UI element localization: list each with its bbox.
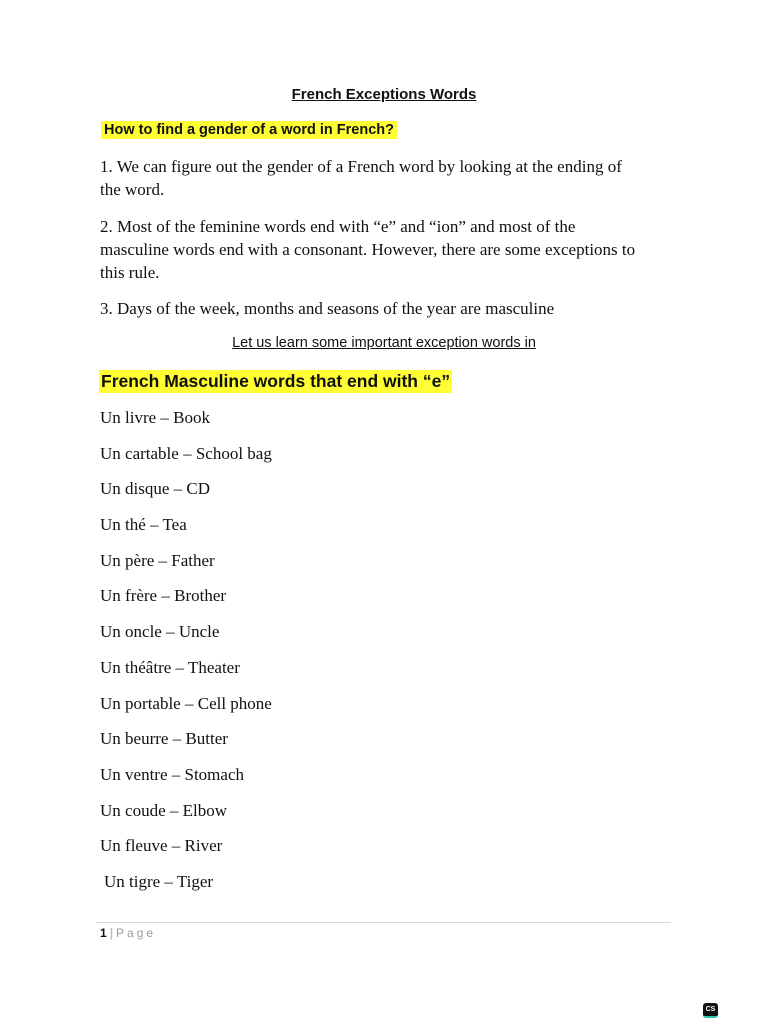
list-item: Un cartable – School bag [100,443,272,463]
page-label: Page [116,926,157,940]
section-heading: French Masculine words that end with “e” [101,371,451,391]
list-item: Un oncle – Uncle [100,622,220,642]
lead-in-text: Let us learn some important exception words in [232,335,536,351]
highlighted-subheading: How to find a gender of a word in French? [101,121,397,139]
list-item: Un livre – Book [100,408,211,427]
document-title: French Exceptions Words [291,86,477,103]
list-item: Un coude – Elbow [100,800,228,820]
paragraph-1: 1. We can figure out the gender of a French word by looking at the ending of the word. [100,157,622,199]
list-item: Un théâtre – Theater [100,657,240,677]
list-item: Un thé – Tea [100,515,187,535]
page-number: 1 [100,926,107,940]
list-item: Un frère – Brother [100,586,227,606]
camscanner-logo-icon: CS [703,1003,718,1018]
list-item: Un tigre – Tiger [104,871,214,891]
page-footer [100,926,156,940]
list-item: Un fleuve – River [100,836,223,856]
footer-divider [96,922,671,923]
list-item: Un père – Father [100,550,215,570]
list-item: Un disque – CD [100,479,211,499]
list-item: Un ventre – Stomach [100,764,244,784]
paragraph-2: 2. Most of the feminine words end with “e” and “ion” and most of the masculine words end with a consonant. However, there are some exceptions to this rule. [100,217,636,282]
list-item: Un beurre – Butter [100,729,228,749]
list-item: Un portable – Cell phone [100,693,272,713]
word-list [100,407,272,907]
footer-separator: | [109,926,114,940]
paragraph-3: 3. Days of the week, months and seasons of the year are masculine [100,299,555,318]
